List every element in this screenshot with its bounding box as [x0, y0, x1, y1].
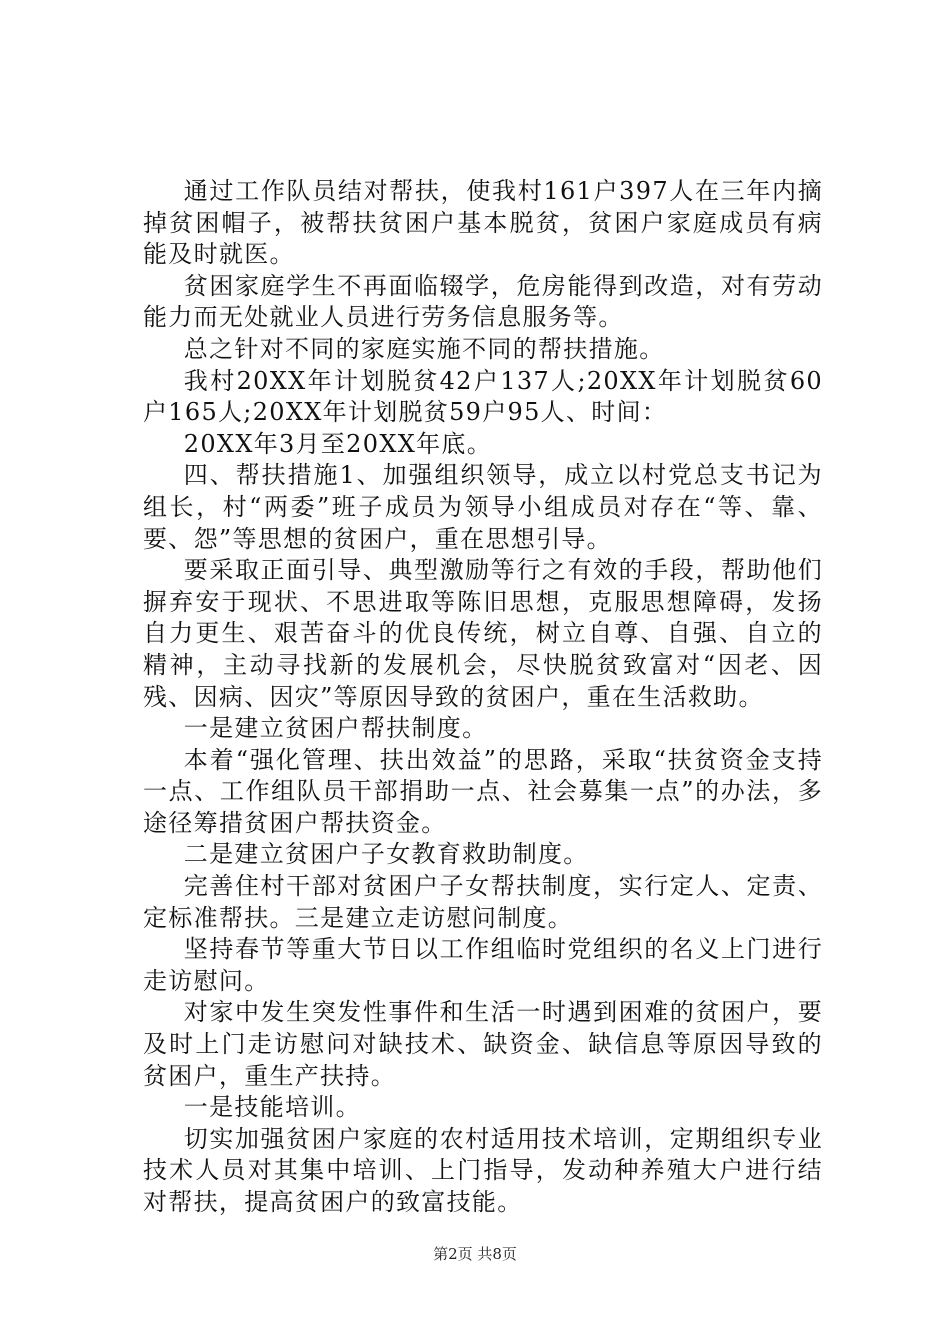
page-footer: 第2页 共8页 — [433, 1245, 517, 1263]
paragraph: 切实加强贫困户家庭的农村适用技术培训，定期组织专业技术人员对其集中培训、上门指导，发动种养殖大户进行结对帮扶，提高贫困户的致富技能。 — [143, 1124, 823, 1216]
paragraph: 贫困家庭学生不再面临辍学，危房能得到改造，对有劳动能力而无处就业人员进行劳务信息服务等。 — [143, 271, 823, 332]
paragraph: 要采取正面引导、典型激励等行之有效的手段，帮助他们摒弃安于现状、不思进取等陈旧思想，克服思想障碍，发扬自力更生、艰苦奋斗的优良传统，树立自尊、自强、自立的精神，主动寻找新的发展机会，尽快脱贫致富对“因老、因残、因病、因灾”等原因导致的贫困户，重在生活救助。 — [143, 556, 823, 711]
paragraph: 20XX年3月至20XX年底。 — [183, 429, 492, 458]
paragraph: 一是建立贫困户帮扶制度。 — [183, 714, 488, 743]
paragraph: 本着“强化管理、扶出效益”的思路，采取“扶贫资金支持一点、工作组队员干部捐助一点、社会募集一点”的办法，多途径筹措贫困户帮扶资金。 — [143, 745, 823, 837]
paragraph: 四、帮扶措施1、加强组织领导，成立以村党总支书记为组长，村“两委”班子成员为领导小组成员对存在“等、靠、要、怨”等思想的贫困户，重在思想引导。 — [143, 461, 823, 553]
document-body — [143, 176, 823, 1219]
paragraph: 一是技能培训。 — [183, 1093, 361, 1122]
paragraph: 通过工作队员结对帮扶，使我村161户397人在三年内摘掉贫困帽子，被帮扶贫困户基本脱贫，贫困户家庭成员有病能及时就医。 — [143, 177, 823, 269]
paragraph: 完善住村干部对贫困户子女帮扶制度，实行定人、定责、定标准帮扶。三是建立走访慰问制度。 — [143, 872, 823, 932]
paragraph: 总之针对不同的家庭实施不同的帮扶措施。 — [183, 334, 665, 363]
paragraph: 我村20XX年计划脱贫42户137人;20XX年计划脱贫60户165人;20XX年计划脱贫59户95人、时间： — [143, 366, 823, 427]
paragraph: 二是建立贫困户子女教育救助制度。 — [183, 840, 589, 869]
paragraph: 对家中发生突发性事件和生活一时遇到困难的贫困户，要及时上门走访慰问对缺技术、缺资金、缺信息等原因导致的贫困户，重生产扶持。 — [143, 998, 823, 1090]
paragraph: 坚持春节等重大节日以工作组临时党组织的名义上门进行走访慰问。 — [143, 935, 823, 995]
